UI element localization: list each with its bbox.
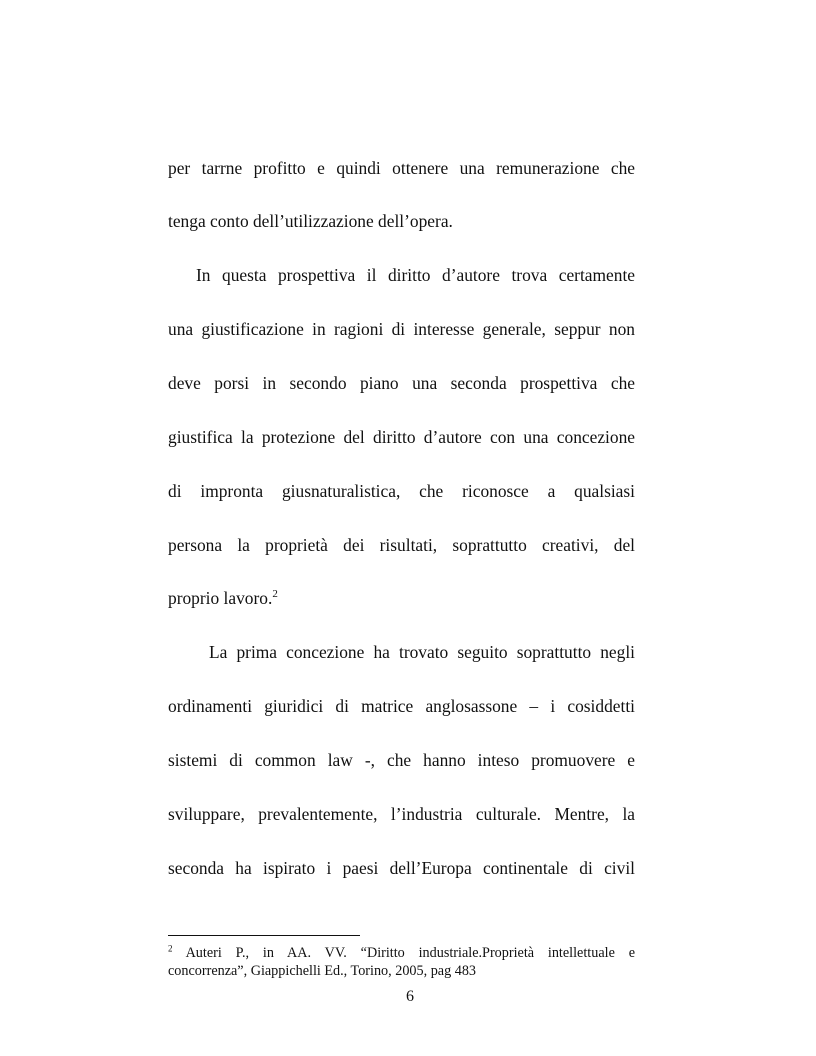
- body-line: sistemi di common law -, che hanno inteso promuovere e: [168, 750, 635, 770]
- body-line: sviluppare, prevalentemente, l’industria culturale. Mentre, la: [168, 804, 635, 824]
- body-line: ordinamenti giuridici di matrice anglosassone – i cosiddetti: [168, 696, 635, 716]
- footnote-divider: [168, 935, 360, 936]
- body-line: per tarrne profitto e quindi ottenere una remunerazione che: [168, 158, 635, 178]
- footnote-reference: 2: [272, 588, 278, 601]
- body-line: tenga conto dell’utilizzazione dell’opera.: [168, 211, 453, 231]
- body-line: persona la proprietà dei risultati, soprattutto creativi, del: [168, 535, 635, 555]
- footnote-text: Auteri P., in AA. VV. “Diritto industriale.Proprietà intellettuale e: [185, 945, 636, 961]
- body-line: giustifica la protezione del diritto d’autore con una concezione: [168, 427, 635, 447]
- footnote-marker: 2: [168, 943, 173, 954]
- body-line: deve porsi in secondo piano una seconda prospettiva che: [168, 373, 635, 393]
- body-line: In questa prospettiva il diritto d’autore trova certamente: [196, 265, 635, 285]
- page-number: 6: [406, 988, 414, 1005]
- footnote-line: [168, 944, 635, 962]
- body-line-text: proprio lavoro.: [168, 588, 273, 608]
- body-line: una giustificazione in ragioni di interesse generale, seppur non: [168, 319, 635, 339]
- body-line: di impronta giusnaturalistica, che riconosce a qualsiasi: [168, 481, 635, 501]
- body-line: seconda ha ispirato i paesi dell’Europa continentale di civil: [168, 858, 635, 878]
- body-line: La prima concezione ha trovato seguito soprattutto negli: [209, 642, 635, 662]
- footnote-line: concorrenza”, Giappichelli Ed., Torino, 2005, pag 483: [168, 963, 477, 979]
- body-line: [168, 586, 635, 610]
